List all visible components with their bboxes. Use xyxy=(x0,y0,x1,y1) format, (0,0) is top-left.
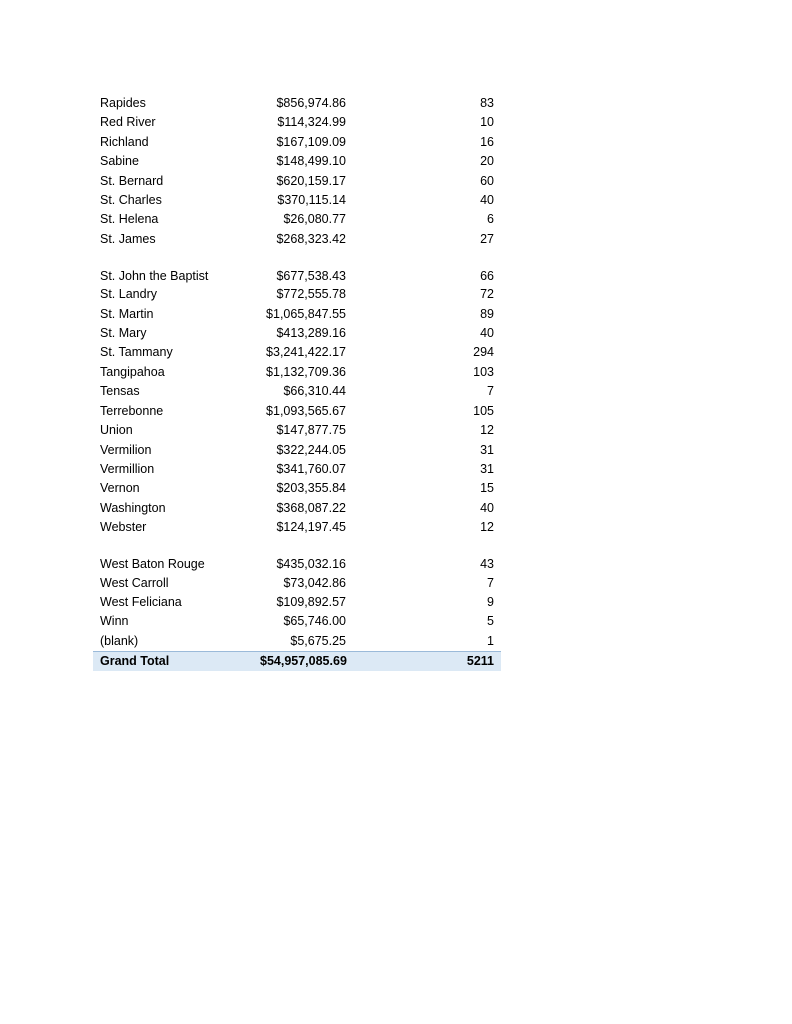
table-row xyxy=(93,285,501,304)
parish-name: West Baton Rouge xyxy=(100,557,205,572)
table-row xyxy=(93,479,501,498)
table-row xyxy=(93,324,501,343)
table-row xyxy=(93,249,501,285)
amount-value: $772,555.78 xyxy=(276,287,346,302)
parish-name: St. Helena xyxy=(100,212,159,227)
parish-name: Sabine xyxy=(100,154,139,169)
count-value: 16 xyxy=(480,134,494,149)
table-row xyxy=(93,593,501,612)
amount-value: $1,093,565.67 xyxy=(266,403,346,418)
parish-name: St. Martin xyxy=(100,306,154,321)
count-value: 5 xyxy=(487,614,494,629)
amount-value: $413,289.16 xyxy=(276,326,346,341)
count-value: 9 xyxy=(487,594,494,609)
count-value: 20 xyxy=(480,154,494,169)
parish-name: Vermillion xyxy=(100,461,155,476)
table-row xyxy=(93,612,501,631)
parish-name: West Feliciana xyxy=(100,594,182,609)
amount-value: $268,323.42 xyxy=(276,231,346,246)
count-value: 7 xyxy=(487,575,494,590)
count-value: 40 xyxy=(480,500,494,515)
amount-value: $124,197.45 xyxy=(276,520,346,535)
count-value: 12 xyxy=(480,520,494,535)
parish-name: Tangipahoa xyxy=(100,364,165,379)
count-value: 7 xyxy=(487,384,494,399)
count-value: 60 xyxy=(480,173,494,188)
grand-total-label: Grand Total xyxy=(93,652,253,672)
parish-name: Terrebonne xyxy=(100,403,164,418)
amount-value: $147,877.75 xyxy=(276,423,346,438)
table-row xyxy=(93,133,501,152)
amount-value: $435,032.16 xyxy=(276,557,346,572)
parish-name: Washington xyxy=(100,500,166,515)
table-row xyxy=(93,113,501,132)
amount-value: $73,042.86 xyxy=(283,575,346,590)
amount-value: $65,746.00 xyxy=(283,614,346,629)
count-value: 72 xyxy=(480,287,494,302)
table-row xyxy=(93,363,501,382)
amount-value: $1,065,847.55 xyxy=(266,306,346,321)
count-value: 15 xyxy=(480,481,494,496)
amount-value: $26,080.77 xyxy=(283,212,346,227)
table-row xyxy=(93,210,501,229)
count-value: 105 xyxy=(473,403,494,418)
table-row xyxy=(93,94,501,113)
count-value: 40 xyxy=(480,326,494,341)
count-value: 1 xyxy=(487,633,494,648)
amount-value: $677,538.43 xyxy=(276,268,346,283)
parish-name: Union xyxy=(100,423,133,438)
amount-value: $341,760.07 xyxy=(276,461,346,476)
amount-value: $148,499.10 xyxy=(276,154,346,169)
parish-name: Vermilion xyxy=(100,442,152,457)
table-row xyxy=(93,305,501,324)
amount-value: $5,675.25 xyxy=(290,633,346,648)
table-row xyxy=(93,172,501,191)
parish-name: Vernon xyxy=(100,481,140,496)
count-value: 31 xyxy=(480,461,494,476)
parish-name: St. Landry xyxy=(100,287,157,302)
parish-name: Rapides xyxy=(100,96,146,110)
parish-name: Richland xyxy=(100,134,149,149)
table-row xyxy=(93,574,501,593)
amount-value: $167,109.09 xyxy=(276,134,346,149)
parish-name: Winn xyxy=(100,614,129,629)
parish-name: St. Mary xyxy=(100,326,147,341)
count-value: 31 xyxy=(480,442,494,457)
table-row xyxy=(93,152,501,171)
table-row xyxy=(93,538,501,574)
parish-name: St. James xyxy=(100,231,156,246)
table-row xyxy=(93,402,501,421)
count-value: 12 xyxy=(480,423,494,438)
count-value: 83 xyxy=(480,96,494,110)
table-row xyxy=(93,499,501,518)
parish-name: Webster xyxy=(100,520,147,535)
count-value: 27 xyxy=(480,231,494,246)
amount-value: $3,241,422.17 xyxy=(266,345,346,360)
count-value: 6 xyxy=(487,212,494,227)
parish-name: Red River xyxy=(100,115,156,130)
parish-name: Tensas xyxy=(100,384,140,399)
table-row xyxy=(93,382,501,401)
amount-value: $66,310.44 xyxy=(283,384,346,399)
pivot-table xyxy=(93,94,501,671)
amount-value: $203,355.84 xyxy=(276,481,346,496)
amount-value: $114,324.99 xyxy=(277,115,346,130)
amount-value: $1,132,709.36 xyxy=(266,364,346,379)
table-row xyxy=(93,343,501,362)
amount-value: $370,115.14 xyxy=(277,193,346,208)
amount-value: $109,892.57 xyxy=(276,594,346,609)
grand-total-amount: $54,957,085.69 xyxy=(253,652,353,672)
table-row xyxy=(93,518,501,537)
parish-name: St. Charles xyxy=(100,193,162,208)
count-value: 89 xyxy=(480,306,494,321)
table-row xyxy=(93,421,501,440)
parish-name: St. John the Baptist xyxy=(100,268,209,283)
parish-name: (blank) xyxy=(100,633,139,648)
table-row xyxy=(93,632,501,652)
count-value: 10 xyxy=(480,115,494,130)
table-row xyxy=(93,460,501,479)
pivot-table-page xyxy=(93,94,501,671)
count-value: 43 xyxy=(480,557,494,572)
grand-total-count: 5211 xyxy=(353,652,501,672)
parish-name: St. Bernard xyxy=(100,173,164,188)
amount-value: $368,087.22 xyxy=(276,500,346,515)
amount-value: $856,974.86 xyxy=(276,96,346,110)
parish-name: St. Tammany xyxy=(100,345,173,360)
count-value: 103 xyxy=(473,364,494,379)
table-row xyxy=(93,441,501,460)
amount-value: $620,159.17 xyxy=(276,173,346,188)
count-value: 294 xyxy=(473,345,494,360)
count-value: 66 xyxy=(480,268,494,283)
amount-value: $322,244.05 xyxy=(276,442,346,457)
table-row xyxy=(93,230,501,249)
table-row xyxy=(93,191,501,210)
grand-total-row xyxy=(93,652,501,672)
parish-name: West Carroll xyxy=(100,575,169,590)
count-value: 40 xyxy=(480,193,494,208)
